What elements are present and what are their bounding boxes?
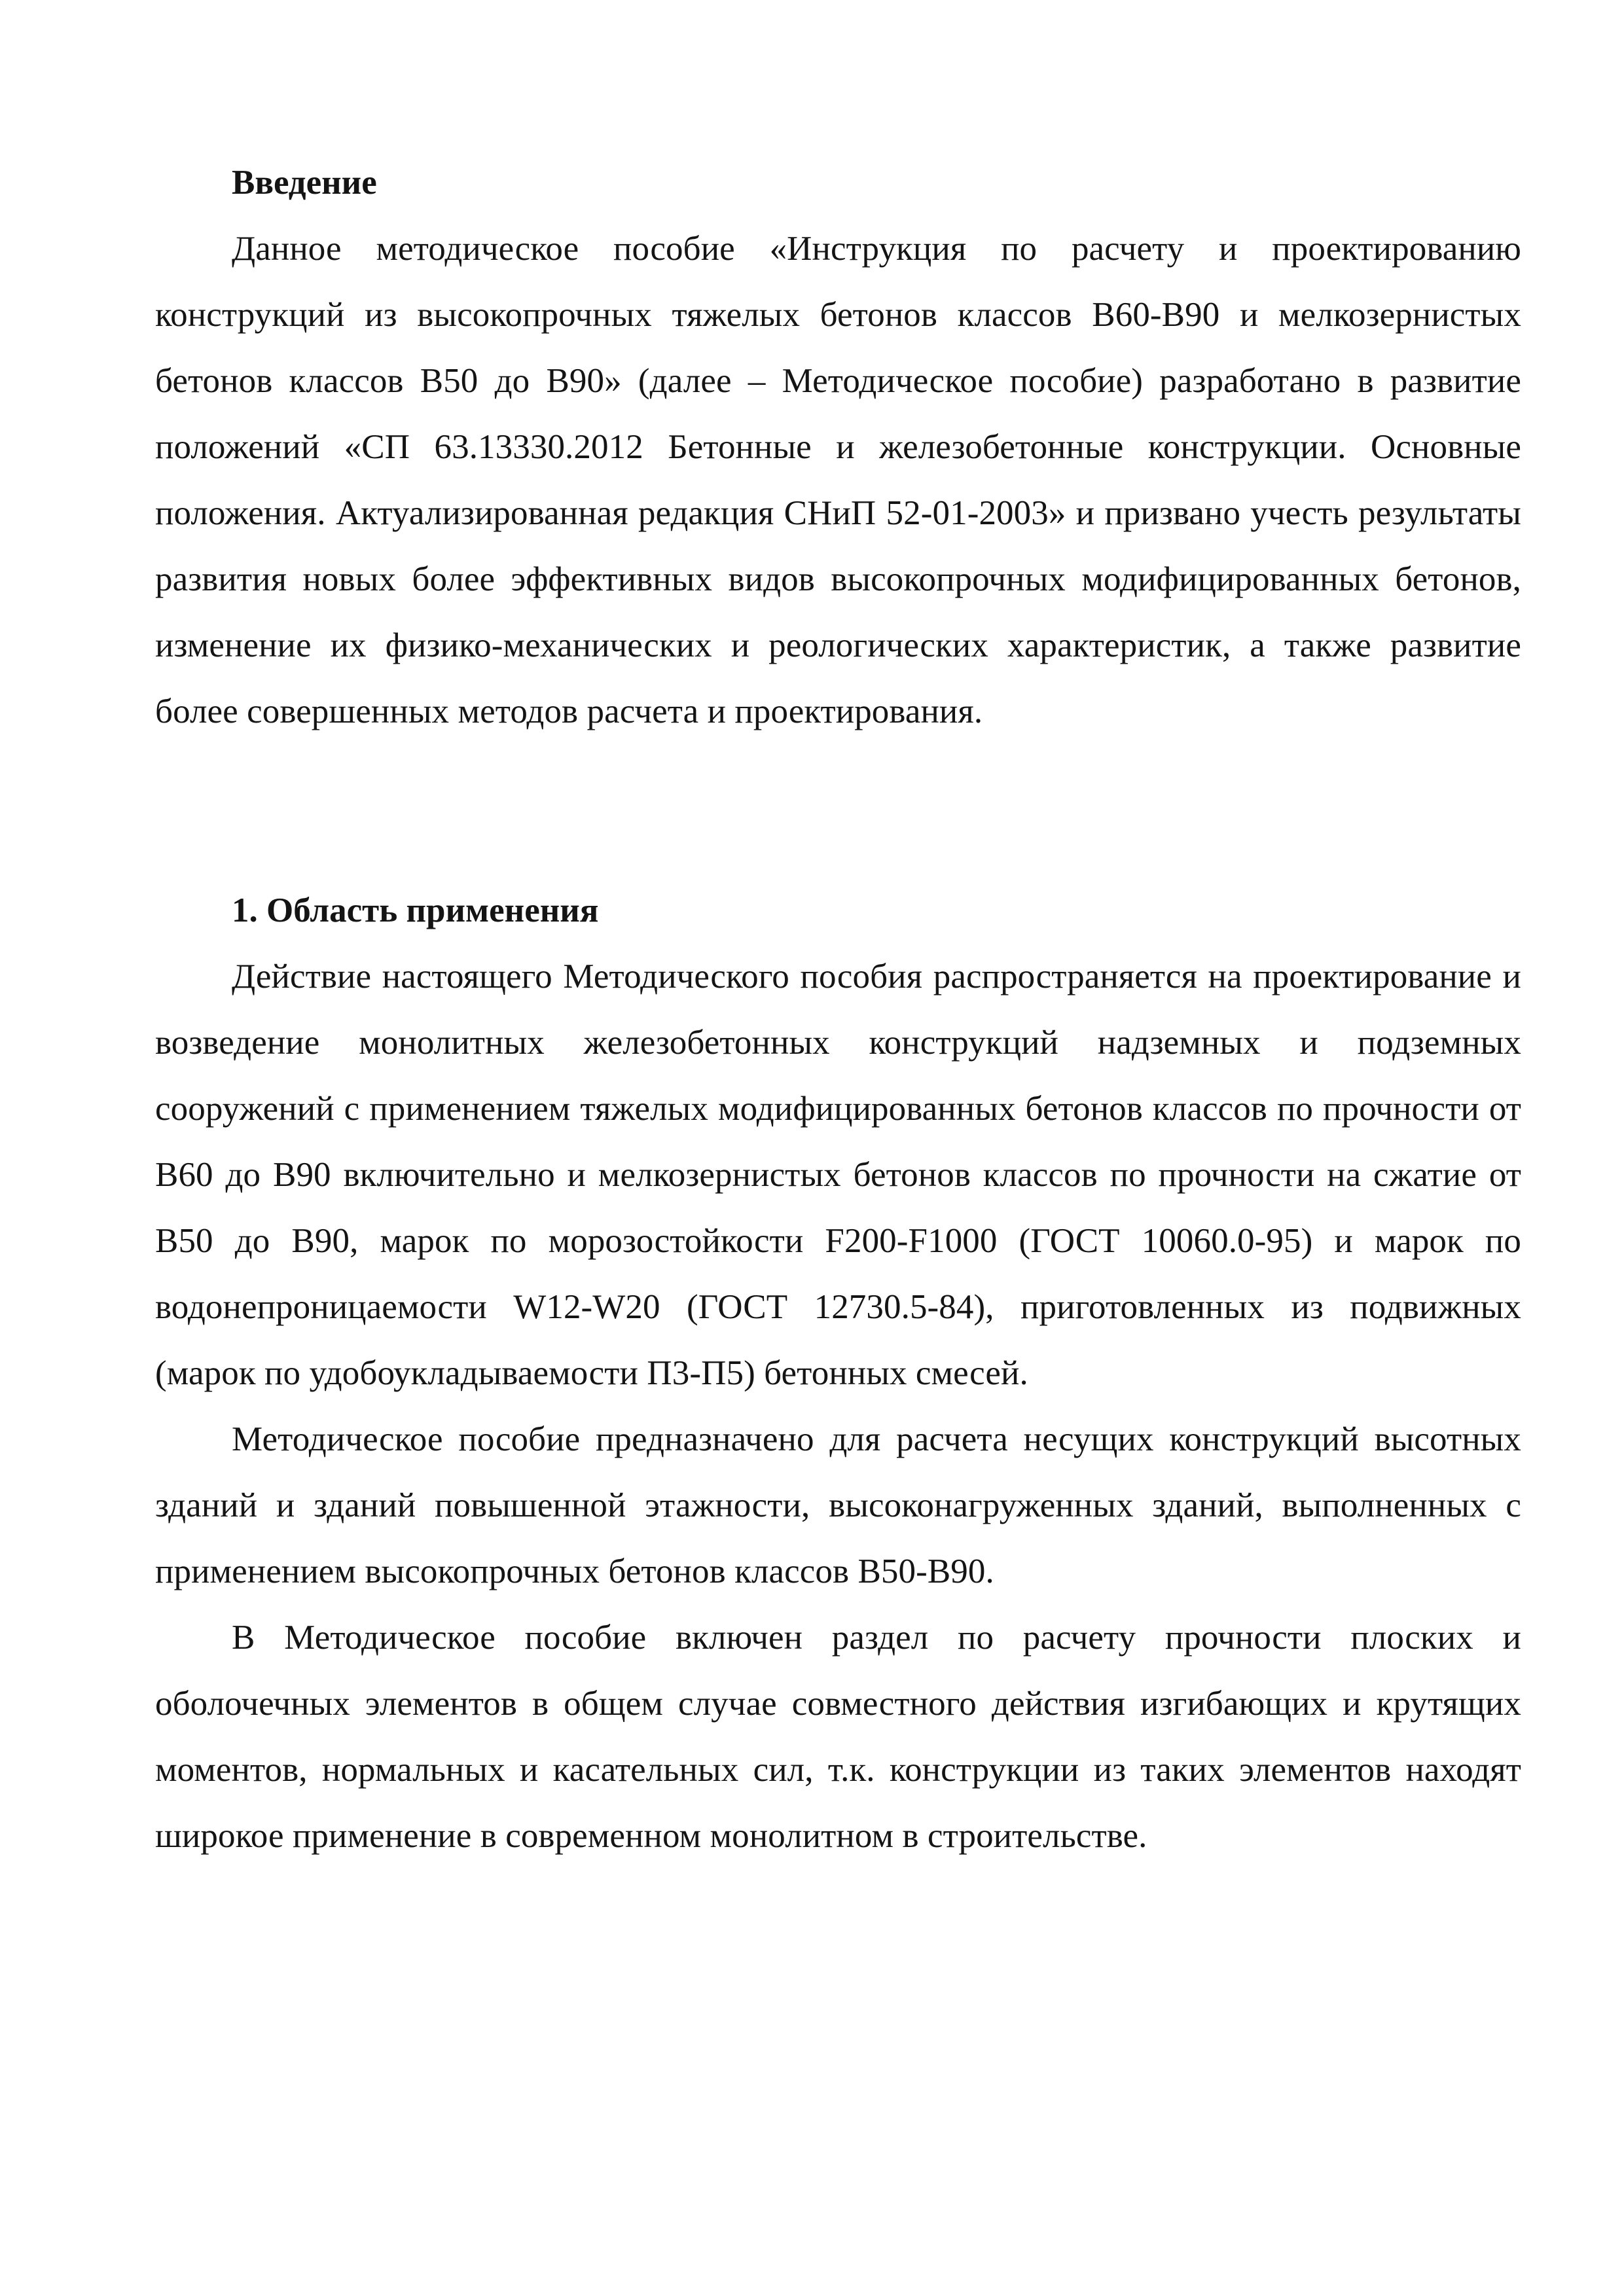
scope-paragraph-2: Методическое пособие предназначено для расчета несущих конструкций высотных зданий и зданий повышенной этажности, высоконагруженных зданий, выполненных с применением высокопрочных бетонов классов В50-В90. xyxy=(155,1420,1521,1590)
scope-paragraph-3: В Методическое пособие включен раздел по расчету прочности плоских и оболочечных элементов в общем случае совместного действия изгибающих и крутящих моментов, нормальных и касательных сил, т.к. конструкции из таких элементов находят широкое применение в современном монолитном в строительстве. xyxy=(155,1619,1521,1855)
introduction-heading: Введение xyxy=(232,164,377,202)
introduction-paragraph: Данное методическое пособие «Инструкция по расчету и проектированию конструкций из высокопрочных тяжелых бетонов классов В60-В90 и мелкозернистых бетонов классов В50 до В90» (далее – Методическое пособие) разработано в развитие положений «СП 63.13330.2012 Бетонные и железобетонные конструкции. Основные положения. Актуализированная редакция СНиП 52-01-2003» и призвано учесть результаты развития новых более эффективных видов высокопрочных модифицированных бетонов, изменение их физико-механических и реологических характеристик, а также развитие более совершенных методов расчета и проектирования. xyxy=(155,230,1521,730)
scope-section xyxy=(155,877,1521,1869)
introduction-section xyxy=(155,149,1521,745)
scope-paragraph-1: Действие настоящего Методического пособия распространяется на проектирование и возведение монолитных железобетонных конструкций надземных и подземных сооружений с применением тяжелых модифицированных бетонов классов по прочности от В60 до В90 включительно и мелкозернистых бетонов классов по прочности на сжатие от В50 до В90, марок по морозостойкости F200-F1000 (ГОСТ 10060.0-95) и марок по водонепроницаемости W12-W20 (ГОСТ 12730.5-84), приготовленных из подвижных (марок по удобоукладываемости П3-П5) бетонных смесей. xyxy=(155,958,1521,1392)
scope-heading: 1. Область применения xyxy=(232,891,599,929)
